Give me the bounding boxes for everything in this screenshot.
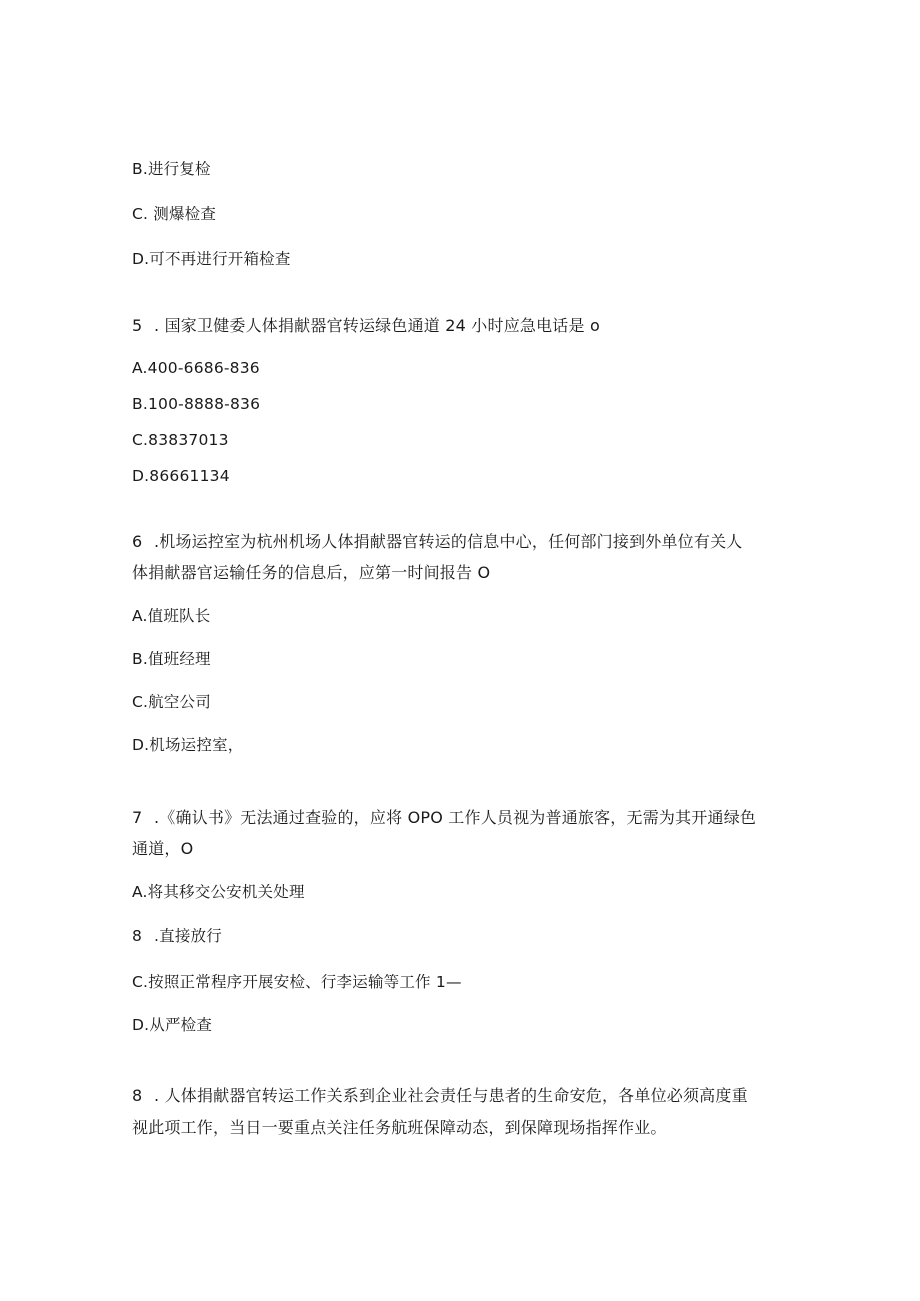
q7-number: 7 [132,808,143,827]
q8-text-line1: . 人体捐献器官转运工作关系到企业社会责任与患者的生命安危，各单位必须高度重 [154,1086,748,1105]
q7-text-line1: .《确认书》无法通过查验的，应将 OPO 工作人员视为普通旅客，无需为其开通绿色 [154,808,757,827]
q7-option-b-number: 8 [132,927,143,945]
q8-number: 8 [132,1086,143,1105]
q4-option-d: D.可不再进行开箱检查 [132,250,291,268]
q5-option-c: C.83837013 [132,431,229,449]
q7-option-b [132,926,222,946]
q5-stem [132,316,600,336]
q6-option-d: D.机场运控室， [132,736,244,754]
q4-option-c: C. 测爆检查 [132,205,217,223]
q7-option-a: A.将其移交公安机关处理 [132,883,305,901]
q5-option-d: D.86661134 [132,467,230,485]
q5-option-a: A.400-6686-836 [132,359,260,377]
q8-stem-line2: 视此项工作，当日一要重点关注任务航班保障动态，到保障现场指挥作业。 [132,1118,667,1137]
q5-option-b: B.100-8888-836 [132,395,261,413]
q8-stem-line1 [132,1086,748,1106]
q4-option-b: B.进行复检 [132,160,211,178]
q7-option-b-text: .直接放行 [154,927,222,945]
q6-number: 6 [132,532,143,551]
q6-stem-line2: 体捐献器官运输任务的信息后，应第一时间报告 O [132,563,491,582]
q7-stem-line1 [132,808,756,828]
q6-text-line1: .机场运控室为杭州机场人体捐献器官转运的信息中心，任何部门接到外单位有关人 [154,532,743,551]
q5-number: 5 [132,316,143,335]
q6-option-c: C.航空公司 [132,693,211,711]
q6-stem-line1 [132,532,743,552]
q7-option-c: C.按照正常程序开展安检、行李运输等工作 1— [132,973,462,991]
q6-option-a: A.值班队长 [132,607,211,625]
q6-option-b: B.值班经理 [132,650,211,668]
q7-stem-line2: 通道，O [132,839,194,858]
q5-text: . 国家卫健委人体捐献器官转运绿色通道 24 小时应急电话是 o [154,316,600,335]
q7-option-d: D.从严检查 [132,1016,213,1034]
